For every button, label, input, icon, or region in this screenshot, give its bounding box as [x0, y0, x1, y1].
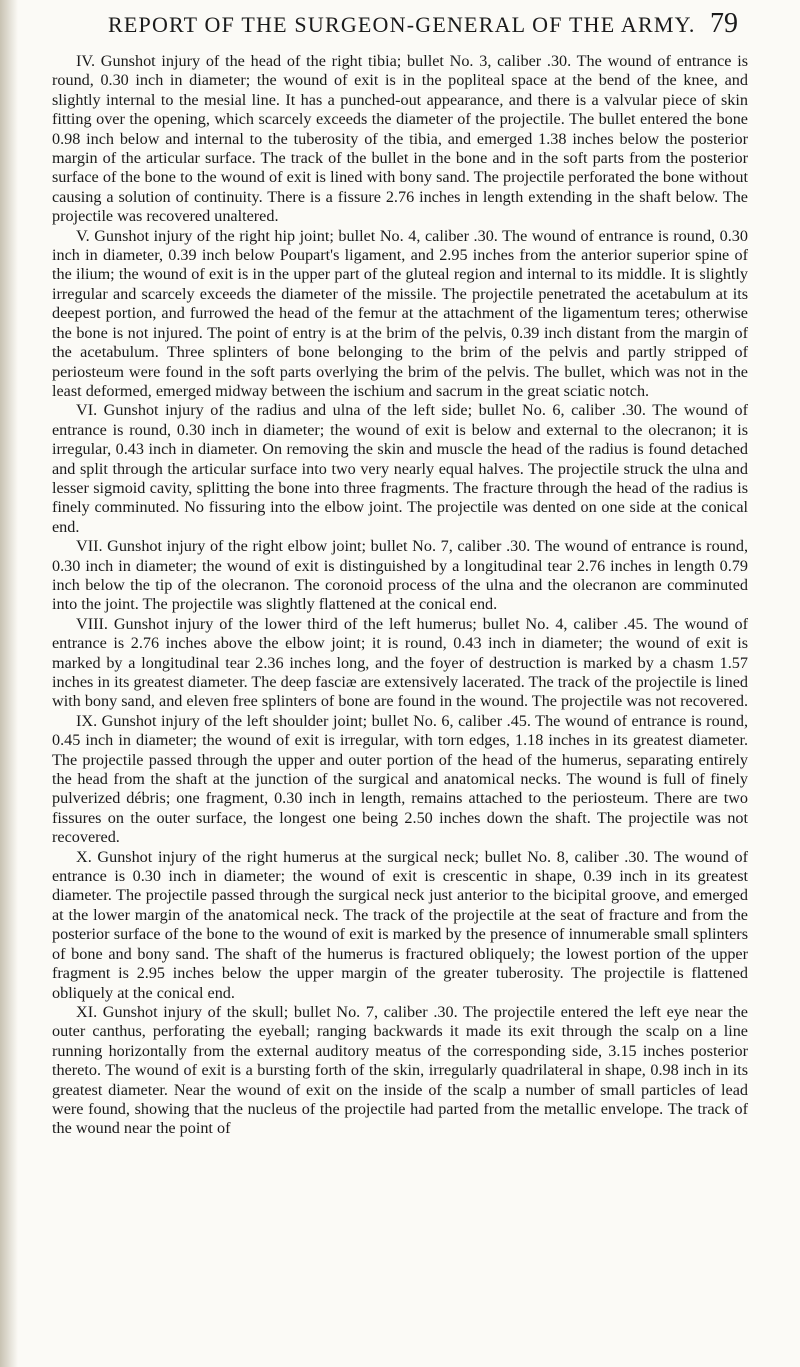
case-vii-paragraph: VII. Gunshot injury of the right elbow joint; bullet No. 7, caliber .30. The wound of entrance is round, 0.30 inch in diameter; the wound of exit is distinguished by a longitudinal tear 2.76 inches in length 0.79 inch below the tip of the olecranon. The coronoid process of the ulna and the olecranon are comminuted into the joint. The projectile was slightly flattened at the conical end. [52, 537, 748, 614]
page-header [108, 8, 738, 44]
page-number: 79 [710, 8, 738, 39]
case-iv-paragraph: IV. Gunshot injury of the head of the right tibia; bullet No. 3, caliber .30. The wound of entrance is round, 0.30 inch in diameter; the wound of exit is in the popliteal space at the bend of the knee, and slightly internal to the mesial line. It has a punched-out appearance, and there is a valvular piece of skin fitting over the opening, which scarcely exceeds the diameter of the projectile. The bullet entered the bone 0.98 inch below and internal to the tuberosity of the tibia, and emerged 1.38 inches below the posterior margin of the articular surface. The track of the bullet in the bone and in the soft parts from the posterior surface of the bone to the wound of exit is lined with bony sand. The projectile perforated the bone without causing a solution of continuity. There is a fissure 2.76 inches in length extending in the shaft below. The projectile was recovered unaltered. [52, 52, 748, 226]
case-v-paragraph: V. Gunshot injury of the right hip joint; bullet No. 4, caliber .30. The wound of entrance is round, 0.30 inch in diameter, 0.39 inch below Poupart's ligament, and 2.95 inches from the anterior superior spine of the ilium; the wound of exit is in the upper part of the gluteal region and internal to its middle. It is slightly irregular and scarcely exceeds the diameter of the missile. The projectile penetrated the acetabulum at its deepest portion, and furrowed the head of the femur at the attachment of the ligamentum teres; otherwise the bone is not injured. The point of entry is at the brim of the pelvis, 0.39 inch distant from the margin of the acetabulum. Three splinters of bone belonging to the brim of the pelvis and partly stripped of periosteum were found in the soft parts overlying the brim of the pelvis. The bullet, which was not in the least deformed, emerged midway between the ischium and sacrum in the great sciatic notch. [52, 226, 748, 400]
body-text [52, 52, 748, 1139]
case-ix-paragraph: IX. Gunshot injury of the left shoulder joint; bullet No. 6, caliber .45. The wound of entrance is round, 0.45 inch in diameter; the wound of exit is irregular, with torn edges, 1.18 inches in its greatest diameter. The projectile passed through the upper and outer portion of the head of the humerus, separating entirely the head from the shaft at the junction of the surgical and anatomical necks. The wound is full of finely pulverized débris; one fragment, 0.30 inch in length, remains attached to the periosteum. There are two fissures on the outer surface, the longest one being 2.50 inches down the shaft. The projectile was not recovered. [52, 711, 748, 847]
case-x-paragraph: X. Gunshot injury of the right humerus at the surgical neck; bullet No. 8, caliber .30. The wound of entrance is 0.30 inch in diameter; the wound of exit is crescentic in shape, 0.39 inch in its greatest diameter. The projectile passed through the surgical neck just anterior to the bicipital groove, and emerged at the lower margin of the anatomical neck. The track of the projectile at the seat of fracture and from the posterior surface of the bone to the wound of exit is marked by the presence of innumerable small splinters of bone and bony sand. The shaft of the humerus is fractured obliquely; the lowest portion of the upper fragment is 2.95 inches below the upper margin of the greater tuberosity. The projectile is flattened obliquely at the conical end. [52, 847, 748, 1002]
case-viii-paragraph: VIII. Gunshot injury of the lower third of the left humerus; bullet No. 4, caliber .45. The wound of entrance is 2.76 inches above the elbow joint; it is round, 0.43 inch in diameter; the wound of exit is marked by a longitudinal tear 2.36 inches long, and the foyer of destruction is marked by a chasm 1.57 inches in its greatest diameter. The deep fasciæ are extensively lacerated. The track of the projectile is lined with bony sand, and eleven free splinters of bone are found in the wound. The projectile was not recovered. [52, 614, 748, 711]
running-head: REPORT OF THE SURGEON-GENERAL OF THE ARMY. [108, 12, 696, 37]
case-xi-paragraph: XI. Gunshot injury of the skull; bullet No. 7, caliber .30. The projectile entered the left eye near the outer canthus, perforating the eyeball; ranging backwards it made its exit through the scalp on a line running horizontally from the external auditory meatus of the corresponding side, 3.15 inches posterior thereto. The wound of exit is a bursting forth of the skin, irregularly quadrilateral in shape, 0.98 inch in its greatest diameter. Near the wound of exit on the inside of the scalp a number of small particles of lead were found, showing that the nucleus of the projectile had parted from the metallic envelope. The track of the wound near the point of [52, 1002, 748, 1138]
case-vi-paragraph: VI. Gunshot injury of the radius and ulna of the left side; bullet No. 6, caliber .30. The wound of entrance is round, 0.30 inch in diameter; the wound of exit is below and external to the olecranon; it is irregular, 0.43 inch in diameter. On removing the skin and muscle the head of the radius is found detached and split through the articular surface into two very nearly equal halves. The projectile struck the ulna and lesser sigmoid cavity, splitting the bone into three fragments. The fracture through the head of the radius is finely comminuted. No fissuring into the elbow joint. The projectile was dented on one side at the conical end. [52, 401, 748, 536]
